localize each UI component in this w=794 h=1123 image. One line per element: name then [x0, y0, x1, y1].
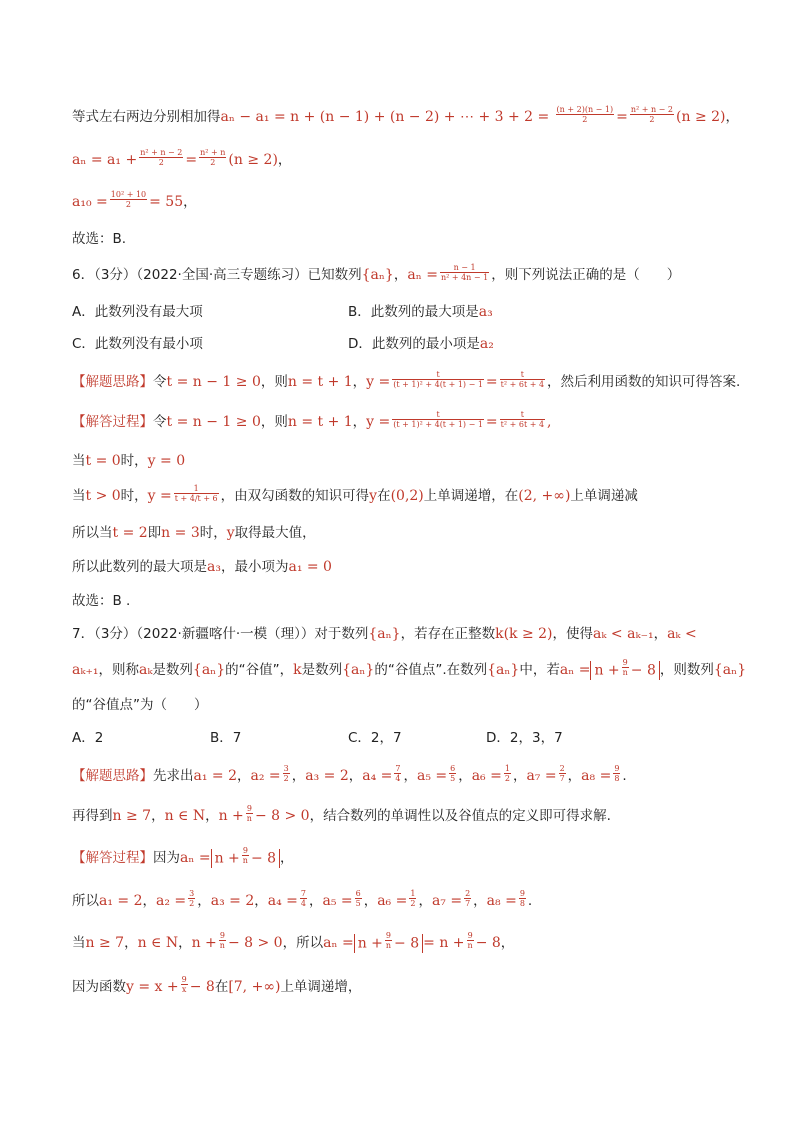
derivation-line-3 — [72, 189, 734, 212]
formula: = 55 — [149, 194, 184, 210]
text: 7 — [395, 763, 401, 773]
fraction — [500, 410, 545, 429]
text: n − 1 — [453, 262, 476, 272]
formula: aₖ — [138, 662, 153, 678]
question-7-stem-2 — [72, 657, 747, 680]
text: 2 — [189, 898, 195, 908]
formula: {aₙ} — [342, 662, 375, 678]
text: (t + 1)² + 4(t + 1) − 1 — [393, 379, 483, 389]
fraction — [110, 190, 147, 209]
text: 1 — [410, 888, 416, 898]
q7-solution-idea — [72, 763, 734, 786]
fraction — [440, 263, 489, 282]
text: 所以此数列的最大项是 — [72, 559, 207, 575]
text: ， — [291, 768, 306, 784]
derivation-line-1 — [72, 104, 739, 127]
formula: t = n − 1 ≥ 0 — [166, 414, 261, 430]
text: 9 — [622, 657, 628, 667]
text: n² + n − 2 — [140, 147, 183, 157]
formula: a₁ = 0 — [288, 559, 332, 575]
q6-step-3 — [72, 523, 734, 543]
formula: (n ≥ 2) — [228, 152, 278, 168]
text: 2 — [283, 773, 289, 783]
text: ，使得 — [552, 626, 594, 642]
text: ， — [567, 768, 582, 784]
formula: − 8 — [189, 979, 215, 995]
text: ， — [725, 109, 739, 125]
text: (n + 2)(n − 1) — [556, 104, 614, 114]
text: (t + 1)² + 4(t + 1) − 1 — [393, 419, 483, 429]
text: 时， — [199, 525, 227, 541]
text: ，然后利用函数的知识可得答案. — [547, 374, 741, 390]
q7-process-3 — [72, 930, 734, 953]
text: ， — [352, 414, 367, 430]
q6-step-2 — [72, 483, 734, 506]
formula: n = t + 1 — [287, 414, 353, 430]
text: 7 — [300, 888, 306, 898]
formula: aₖ₊₁ — [72, 662, 99, 678]
text: 上单调递减 — [570, 488, 638, 504]
fraction — [630, 105, 674, 124]
formula: aₙ = — [323, 935, 354, 951]
text: 等式左右两边分别相加得 — [72, 109, 221, 125]
text: 10² + 10 — [110, 189, 147, 199]
text: n² + 4n − 1 — [440, 272, 489, 282]
fraction — [246, 804, 253, 823]
text: 的“谷值点”.在数列 — [374, 662, 488, 678]
formula: y = — [366, 374, 391, 390]
question-6-stem — [72, 262, 734, 285]
formula: a₄ = — [267, 893, 298, 909]
formula: {aₙ} — [368, 626, 401, 642]
text: 3 — [283, 763, 289, 773]
text: 9 — [181, 974, 187, 984]
fraction — [556, 105, 615, 124]
text: 9 — [519, 888, 525, 898]
formula: y = 0 — [147, 453, 186, 469]
formula: (2, +∞) — [518, 488, 571, 504]
text: ，若存在正整数 — [400, 626, 496, 642]
text: 再得到 — [72, 808, 113, 824]
question-7-stem-1 — [72, 624, 734, 644]
formula: (n ≥ 2) — [676, 109, 726, 125]
text: n — [242, 855, 248, 865]
text: ， — [393, 267, 408, 283]
text: 是数列 — [301, 662, 343, 678]
fraction — [464, 889, 471, 908]
formula: = n + — [423, 935, 465, 951]
text: x — [181, 984, 187, 994]
fraction — [199, 148, 226, 167]
q6-answer: 故选：B . — [72, 593, 131, 609]
q7-choice-d: D．2，3，7 — [486, 730, 563, 746]
text: 的“谷值”， — [225, 662, 294, 678]
formula: n ≥ 7 — [112, 808, 152, 824]
text: t — [436, 369, 440, 379]
text: 时， — [120, 488, 148, 504]
text: 中，若 — [519, 662, 560, 678]
formula: {aₙ} — [361, 267, 394, 283]
text: 6．（3分）（2022·全国·高三专题练习）已知数列 — [72, 267, 362, 283]
formula: a₈ = — [581, 768, 612, 784]
fraction — [139, 148, 183, 167]
q7-process-4 — [72, 974, 734, 997]
text: ， — [352, 374, 367, 390]
text: n + — [357, 935, 383, 951]
text: − 8 — [250, 850, 277, 866]
formula: t = 2 — [112, 525, 148, 541]
text: t + 4/t + 6 — [174, 493, 218, 503]
formula: n ∈ N — [164, 808, 206, 824]
q7-choice-c: C．2，7 — [348, 730, 402, 746]
text: 9 — [219, 930, 225, 940]
text: 2 — [504, 773, 510, 783]
text: n — [246, 813, 252, 823]
text: 8 — [519, 898, 525, 908]
text: 在 — [214, 979, 229, 995]
fraction — [300, 889, 307, 908]
text: 令 — [153, 414, 167, 430]
choice-b — [348, 302, 493, 322]
formula: n ∈ N — [137, 935, 179, 951]
text: ， — [653, 626, 668, 642]
text: 6 — [450, 763, 456, 773]
q6-solution-process — [72, 409, 734, 432]
fraction — [392, 410, 484, 429]
q6-solution-idea — [72, 369, 741, 392]
formula: = — [185, 152, 198, 168]
text: ，则数列 — [659, 662, 714, 678]
text: 2 — [465, 888, 471, 898]
text: 因为函数 — [72, 979, 126, 995]
formula: a₂ — [479, 336, 494, 352]
text: . — [622, 768, 627, 784]
text: ，最小项为 — [220, 559, 289, 575]
text: t — [436, 409, 440, 419]
text: ， — [512, 768, 527, 784]
text: 即 — [147, 525, 162, 541]
formula: , — [547, 414, 552, 430]
section-tag: 【解答过程】 — [72, 850, 153, 866]
text: ，则 — [260, 414, 288, 430]
text: 先求出 — [153, 768, 194, 784]
text: 上单调递增，在 — [423, 488, 519, 504]
formula: a₂ = — [156, 893, 187, 909]
text: ， — [151, 808, 165, 824]
fraction — [174, 484, 219, 503]
text: 是数列 — [152, 662, 193, 678]
text: 8 — [614, 773, 620, 783]
formula: a₃ = 2 — [210, 893, 255, 909]
formula: − 8 > 0 — [254, 808, 310, 824]
formula: − 8 — [475, 935, 501, 951]
text: ， — [142, 893, 156, 909]
text: 7 — [559, 773, 565, 783]
formula: y = — [366, 414, 391, 430]
formula: a₈ = — [486, 893, 517, 909]
formula: a₆ = — [377, 893, 408, 909]
formula: aₖ < — [667, 626, 697, 642]
formula: y = — [147, 488, 172, 504]
text: n² + n − 2 — [630, 104, 674, 114]
text: D．此数列的最小项是 — [348, 336, 480, 352]
formula: n ≥ 7 — [85, 935, 125, 951]
formula: a₁ = 2 — [193, 768, 237, 784]
q7-choice-b: B．7 — [210, 730, 242, 746]
text: ， — [237, 768, 251, 784]
text: 1 — [193, 483, 199, 493]
text: B．此数列的最大项是 — [348, 304, 479, 320]
choice-a: A．此数列没有最大项 — [72, 304, 203, 320]
text: ， — [277, 152, 292, 168]
formula: aₙ = a₁ + — [72, 152, 138, 168]
text: n — [467, 940, 473, 950]
formula: a₃ — [207, 559, 221, 575]
text: 2 — [199, 157, 226, 167]
fraction — [467, 931, 474, 950]
text: 4 — [300, 898, 306, 908]
formula: a₁ = 2 — [99, 893, 143, 909]
formula: y — [226, 525, 235, 541]
q7-choice-a: A．2 — [72, 730, 104, 746]
answer-line: 故选：B. — [72, 231, 127, 247]
text: ，所以 — [282, 935, 324, 951]
formula: a₇ = — [431, 893, 463, 909]
formula: n = 3 — [161, 525, 200, 541]
q7-process-2 — [72, 888, 734, 911]
text: . — [527, 893, 533, 909]
text: ，由双勾函数的知识可得 — [220, 488, 370, 504]
formula: aₙ = — [180, 850, 211, 866]
text: ，则 — [260, 374, 288, 390]
text: ， — [458, 768, 472, 784]
text: n — [219, 940, 225, 950]
text: 当 — [72, 453, 86, 469]
choice-c: C．此数列没有最小项 — [72, 336, 203, 352]
formula: y = x + — [126, 979, 179, 995]
question-7-stem-3: 的“谷值点”为（ ） — [72, 697, 208, 713]
formula: a₇ = — [526, 768, 557, 784]
text: t² + 6t + 4 — [500, 419, 545, 429]
text: 9 — [385, 930, 392, 940]
q7-solution-process — [72, 845, 734, 868]
formula: k(k ≥ 2) — [495, 626, 553, 642]
text: 2 — [630, 114, 674, 124]
absolute-value — [590, 657, 659, 680]
fraction — [409, 889, 416, 908]
formula: {aₙ} — [713, 662, 747, 678]
section-tag: 【解题思路】 — [72, 374, 153, 390]
formula: y — [369, 488, 378, 504]
fraction — [181, 975, 188, 994]
text: 7 — [465, 898, 471, 908]
text: − 8 — [630, 662, 656, 678]
formula: n + — [218, 808, 244, 824]
formula: = — [616, 109, 628, 125]
text: ， — [500, 935, 515, 951]
formula: = — [485, 374, 498, 390]
text: 上单调递增， — [280, 979, 362, 995]
text: ， — [254, 893, 268, 909]
formula: {aₙ} — [487, 662, 520, 678]
fraction — [392, 370, 484, 389]
text: ，则称 — [98, 662, 139, 678]
text: t — [520, 369, 524, 379]
text: 7．（3分）（2022·新疆喀什·一模（理））对于数列 — [72, 626, 369, 642]
formula: k — [293, 662, 302, 678]
formula: a₅ = — [416, 768, 448, 784]
formula: a₃ = 2 — [305, 768, 349, 784]
text: n — [385, 940, 392, 950]
absolute-value — [354, 930, 423, 953]
text: 9 — [614, 763, 620, 773]
text: 3 — [189, 888, 195, 898]
formula: − 8 > 0 — [227, 935, 283, 951]
formula: n = t + 1 — [287, 374, 353, 390]
q7-solution-idea-2 — [72, 803, 734, 826]
fraction — [500, 370, 545, 389]
text: 2 — [139, 157, 183, 167]
formula: aₙ = — [407, 267, 438, 283]
fraction — [355, 889, 362, 908]
text: ，则下列说法正确的是（ ） — [491, 267, 681, 283]
text: ， — [197, 893, 211, 909]
text: 9 — [467, 930, 473, 940]
text: ， — [178, 935, 192, 951]
derivation-line-2 — [72, 147, 734, 170]
fraction — [613, 764, 620, 783]
section-tag: 【解答过程】 — [72, 414, 153, 430]
text: 9 — [246, 803, 252, 813]
fraction — [219, 931, 226, 950]
formula: aₙ = — [559, 662, 591, 678]
formula: t = 0 — [85, 453, 121, 469]
text: ， — [473, 893, 487, 909]
fraction — [188, 889, 195, 908]
text: ， — [280, 850, 294, 866]
formula: = — [485, 414, 498, 430]
formula: a₂ = — [250, 768, 281, 784]
formula: {aₙ} — [192, 662, 226, 678]
formula: [7, +∞) — [228, 979, 281, 995]
formula: (0,2) — [390, 488, 424, 504]
formula: t = n − 1 ≥ 0 — [166, 374, 261, 390]
text: 在 — [377, 488, 391, 504]
text: 2 — [110, 199, 147, 209]
text: 5 — [450, 773, 456, 783]
text: n — [622, 667, 628, 677]
text: ， — [403, 768, 417, 784]
formula: a₄ = — [362, 768, 393, 784]
formula: a₆ = — [471, 768, 502, 784]
fraction — [449, 764, 456, 783]
fraction — [504, 764, 511, 783]
formula: aₖ < aₖ₋₁ — [593, 626, 654, 642]
text: 9 — [242, 845, 248, 855]
text: 时， — [120, 453, 148, 469]
formula: a₅ = — [322, 893, 353, 909]
text: 5 — [355, 898, 361, 908]
formula: a₃ — [478, 304, 493, 320]
text: 4 — [395, 773, 401, 783]
text: n² + n — [200, 147, 226, 157]
fraction — [283, 764, 290, 783]
absolute-value — [211, 845, 280, 868]
formula: t > 0 — [85, 488, 121, 504]
fraction — [385, 931, 392, 950]
text: ， — [183, 194, 197, 210]
fraction — [242, 846, 249, 865]
text: 1 — [504, 763, 510, 773]
q6-step-1 — [72, 451, 734, 471]
text: 2 — [556, 114, 615, 124]
text: ， — [348, 768, 363, 784]
text: ， — [205, 808, 219, 824]
text: ， — [308, 893, 323, 909]
text: 当 — [72, 488, 86, 504]
text: n + — [594, 662, 620, 678]
q6-step-4 — [72, 557, 734, 577]
text: 所以 — [72, 893, 99, 909]
text: 取得最大值， — [234, 525, 316, 541]
text: 当 — [72, 935, 86, 951]
formula: n + — [191, 935, 217, 951]
text: 所以当 — [72, 525, 113, 541]
text: 2 — [559, 763, 565, 773]
text: − 8 — [394, 935, 420, 951]
fraction — [622, 658, 629, 677]
choice-d — [348, 334, 494, 354]
text: 令 — [153, 374, 167, 390]
text: ， — [124, 935, 138, 951]
text: 因为 — [153, 850, 180, 866]
formula: aₙ − a₁ = n + (n − 1) + (n − 2) + ⋯ + 3 + 2 = — [220, 109, 550, 125]
text: ， — [418, 893, 432, 909]
text: 6 — [355, 888, 361, 898]
text: 2 — [410, 898, 416, 908]
fraction — [394, 764, 401, 783]
text: t² + 6t + 4 — [500, 379, 545, 389]
formula: a₁₀ = — [72, 194, 108, 210]
text: ，结合数列的单调性以及谷值点的定义即可得求解. — [309, 808, 611, 824]
fraction — [519, 889, 526, 908]
text: t — [520, 409, 524, 419]
section-tag: 【解题思路】 — [72, 768, 153, 784]
text: ， — [363, 893, 378, 909]
text: n + — [214, 850, 240, 866]
fraction — [559, 764, 566, 783]
